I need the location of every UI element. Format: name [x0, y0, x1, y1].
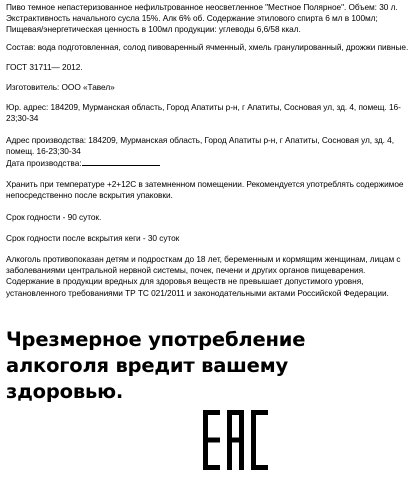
health-warning: Чрезмерное употребление алкоголя вредит вашему здоровью. — [6, 328, 306, 403]
product-description: Пиво темное непастеризованное нефильтрованное неосветленное "Местное Полярное". Объем: 30 л. Экстрактивность начального сусла 15%. Алк 6% об. Содержание этилового спирта 6 мл в 100мл; Пищевая/энергетическая ценность в 100мл продукции: углеводы 6,6/58 ккал. — [6, 2, 398, 35]
production-date — [6, 157, 410, 169]
production-date-label: Дата производства: — [6, 158, 82, 169]
storage-conditions: Хранить при температуре +2+12С в затемненном помещении. Рекомендуется употреблять содержимое непосредственно после вскрытия упаковки. — [6, 179, 404, 201]
label-text-block — [6, 2, 410, 299]
manufacturer: Изготовитель: ООО «Тавел» — [6, 82, 115, 93]
production-address: Адрес производства: 184209, Мурманская область, Город Апатиты р-н, г Апатиты, Сосновая ул, зд. 4, помещ. 16-23;30-34 — [6, 134, 394, 156]
composition: Состав: вода подготовленная, солод пивоваренный ячменный, хмель гранулированный, дрожжи пивные. — [6, 41, 409, 52]
gost-standard: ГОСТ 31711— 2012. — [6, 61, 83, 72]
shelf-life: Срок годности - 90 суток. — [6, 211, 102, 222]
production-date-blank — [82, 157, 160, 166]
contraindications: Алкоголь противопоказан детям и подросткам до 18 лет, беременным и кормящим женщинам, лицам с заболеваниями центральной нервной системы, почек, печени и других органов пищеварения. Содержание в продукции вредных для здоровья веществ не превышает допустимого уровня, установленного требованиями ТР ТС 021/2011 и законодательными актами Российской Федерации. — [6, 254, 401, 298]
eac-mark-icon — [203, 410, 268, 470]
legal-address: Юр. адрес: 184209, Мурманская область, Город Апатиты р-н, г Апатиты, Сосновая ул, зд. 4, помещ. 16-23;30-34 — [6, 102, 401, 124]
shelf-life-opened: Срок годности после вскрытия кеги - 30 суток — [6, 232, 180, 243]
